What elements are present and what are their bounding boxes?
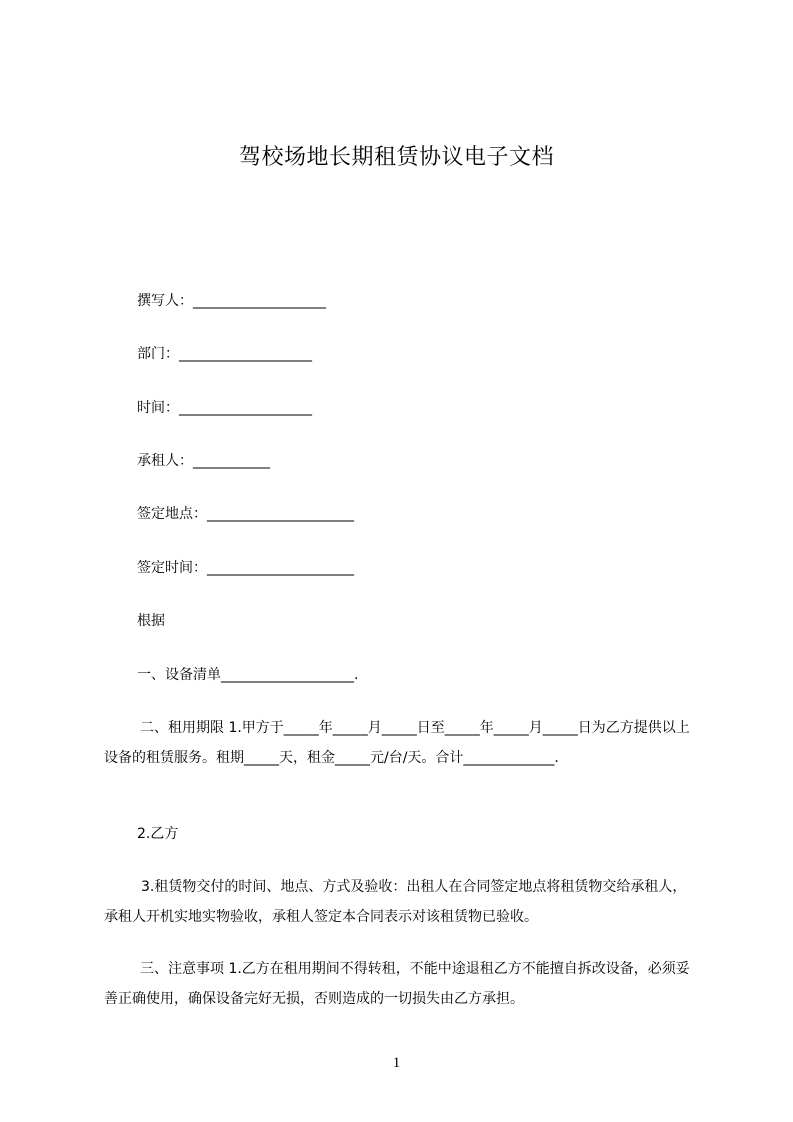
- section-notes: 三、注意事项 1.乙方在租用期间不得转租，不能中途退租乙方不能擅自拆改设备，必须妥善正确使用，确保设备完好无损，否则造成的一切损失由乙方承担。: [104, 961, 690, 1007]
- lessee-field: 承租人：___________: [137, 453, 270, 469]
- document-title: 驾校场地长期租赁协议电子文档: [238, 145, 554, 170]
- section-item-2: 2.乙方: [137, 826, 179, 842]
- section-equipment-list: 一、设备清单___________________.: [137, 667, 359, 683]
- sign-place-field: 签定地点：_____________________: [137, 506, 354, 522]
- sign-time-field: 签定时间：_____________________: [137, 560, 354, 576]
- section-item-3-delivery: 3.租赁物交付的时间、地点、方式及验收：出租人在合同签定地点将租赁物交给承租人，承租人开机实地实物验收，承租人签定本合同表示对该租赁物已验收。: [104, 879, 687, 925]
- section-lease-term: 二、租用期限 1.甲方于_____年_____月_____日至_____年_____月_____日为乙方提供以上设备的租赁服务。租期_____天，租金_____元/台/天。合计_____________.: [104, 720, 690, 766]
- page-number: 1: [392, 1055, 401, 1071]
- time-field: 时间：___________________: [137, 400, 312, 416]
- author-field: 撰写人：___________________: [137, 293, 326, 309]
- basis-text: 根据: [137, 613, 165, 629]
- department-field: 部门：___________________: [137, 346, 312, 362]
